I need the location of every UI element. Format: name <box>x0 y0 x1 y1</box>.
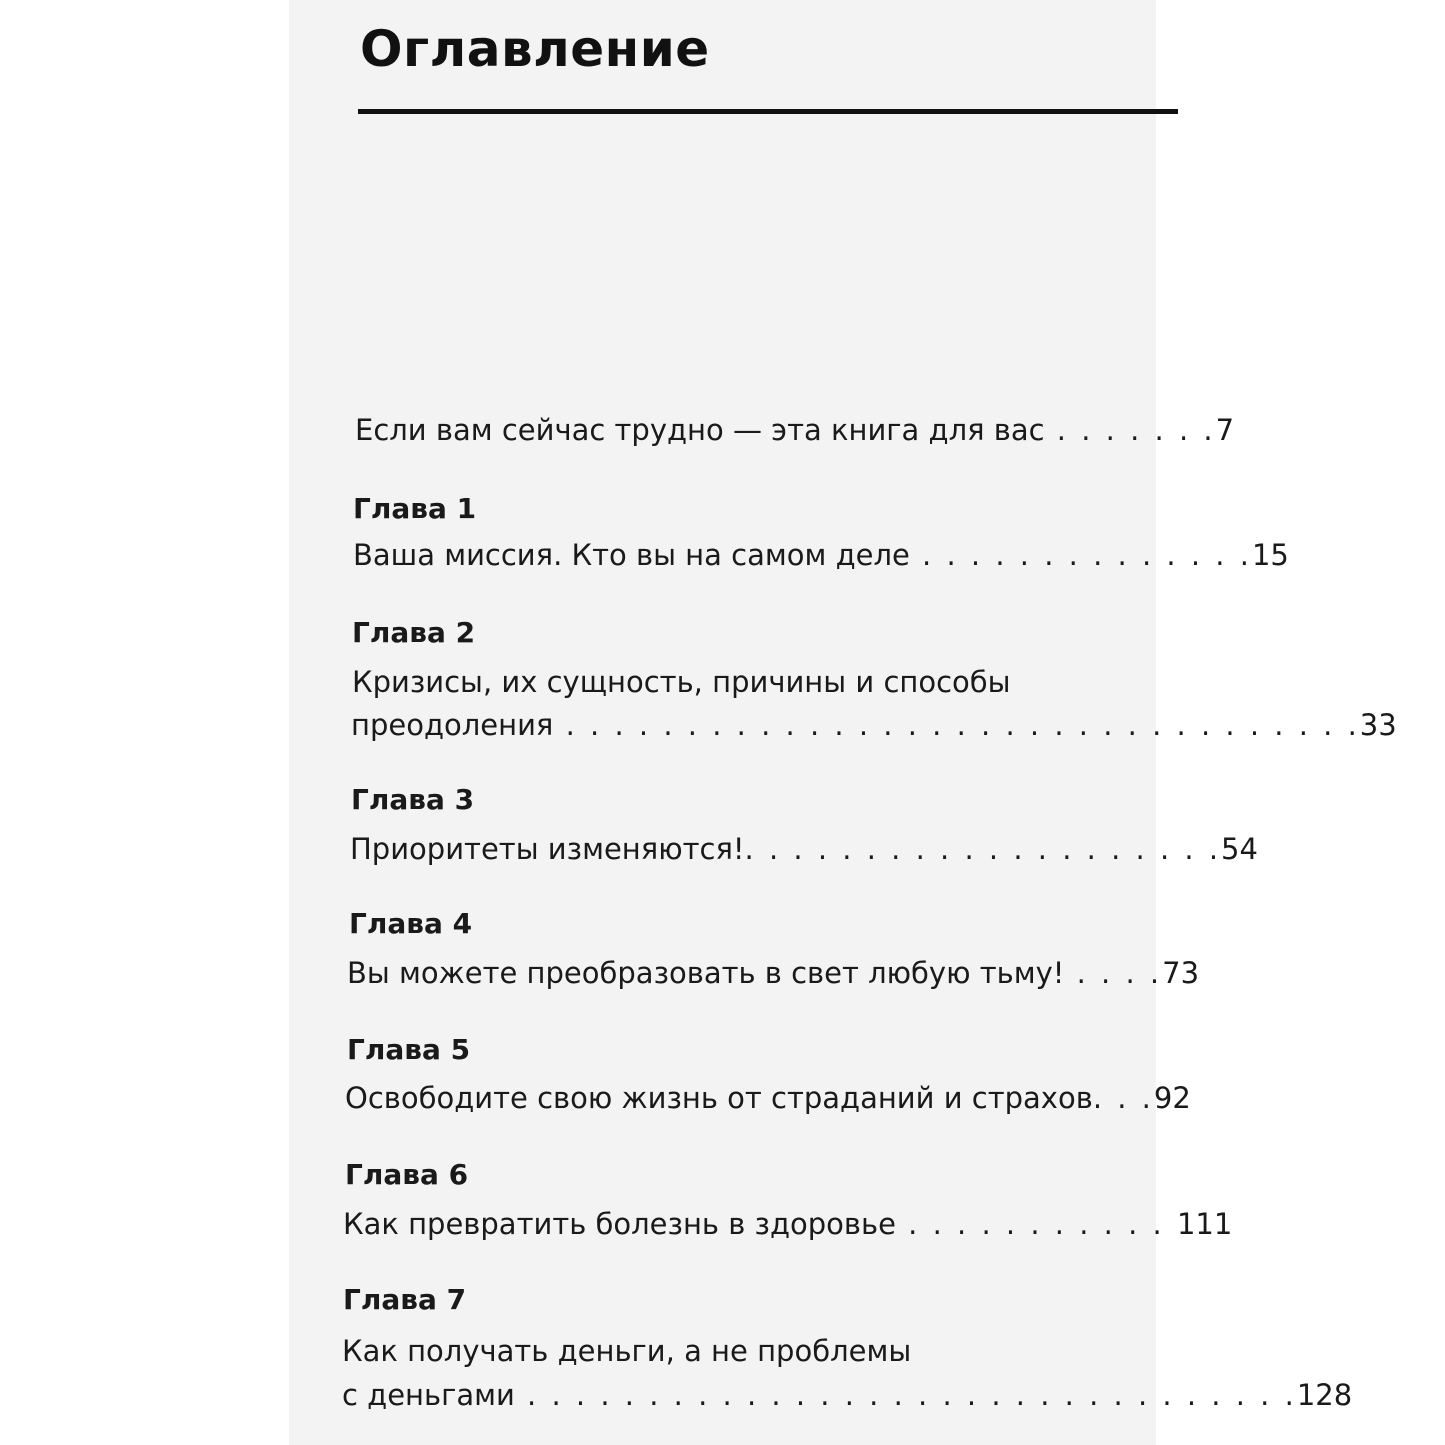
toc-leader-dots: . . . . . . . . . . . . . . . . . . . . . . . . . . . . . . . . . <box>553 708 1360 742</box>
toc-leader-dots: . . . <box>1092 1081 1154 1115</box>
toc-leader-dots: . . . . . . . . . . . <box>895 1207 1177 1241</box>
chapter-label: Глава 1 <box>353 492 477 525</box>
toc-entry-title: Если вам сейчас трудно — эта книга для вас <box>355 413 1045 447</box>
toc-entry-chapter-3-line-1 <box>350 831 1258 867</box>
toc-leader-dots: . . . . . . . . . . . . . . . . . . . . <box>744 832 1222 866</box>
toc-entry-chapter-1-line-1 <box>353 537 1289 573</box>
toc-entry-title: Освободите свою жизнь от страданий и страхов <box>345 1081 1093 1115</box>
toc-entry-title-continued: преодоления <box>351 708 554 742</box>
toc-entry-chapter-2-line-1 <box>352 664 1252 700</box>
toc-entry-chapter-2-line-2 <box>351 707 1397 743</box>
toc-entry-chapter-5-line-1 <box>345 1080 1245 1116</box>
toc-entry-title: Приоритеты изменяются! <box>350 832 745 866</box>
toc-leader-dots: . . . . . . . . . . . . . . . . . . . . . . . . . . . . . . . . <box>514 1378 1297 1412</box>
chapter-label: Глава 4 <box>349 907 473 940</box>
toc-page-number: 33 <box>1359 708 1397 742</box>
toc-leader-dots: . . . . <box>1064 956 1163 990</box>
toc-entry-title-continued: с деньгами <box>342 1378 515 1412</box>
toc-entry-title: Как получать деньги, а не проблемы <box>342 1334 912 1368</box>
chapter-label: Глава 3 <box>351 783 475 816</box>
toc-entry-title: Вы можете преобразовать в свет любую тьму! <box>347 956 1065 990</box>
toc-entry-chapter-4-line-1 <box>347 955 1247 991</box>
chapter-label: Глава 5 <box>347 1033 471 1066</box>
toc-entry-title: Ваша миссия. Кто вы на самом деле <box>353 538 910 572</box>
book-page <box>289 0 1397 1445</box>
toc-leader-dots: . . . . . . . <box>1044 413 1216 447</box>
page-title: Оглавление <box>360 20 710 78</box>
toc-entry-intro-line-1 <box>355 412 1255 448</box>
chapter-label: Глава 2 <box>352 616 476 649</box>
toc-entry-title: Как превратить болезнь в здоровье <box>343 1207 896 1241</box>
chapter-label: Глава 6 <box>345 1158 469 1191</box>
title-underline <box>358 109 1178 114</box>
toc-leader-dots: . . . . . . . . . . . . . . <box>909 538 1252 572</box>
toc-entry-chapter-6-line-1 <box>343 1206 1243 1242</box>
toc-entry-chapter-7-line-1 <box>342 1333 1242 1369</box>
toc-page-number: 54 <box>1221 832 1258 866</box>
toc-page-number: 7 <box>1215 413 1235 447</box>
toc-page-number: 128 <box>1296 1378 1353 1412</box>
chapter-label: Глава 7 <box>343 1283 467 1316</box>
toc-page-number: 111 <box>1176 1207 1233 1241</box>
toc-page-number: 73 <box>1162 956 1200 990</box>
toc-page-number: 15 <box>1251 538 1289 572</box>
toc-entry-chapter-7-line-2 <box>342 1377 1353 1413</box>
toc-entry-title: Кризисы, их сущность, причины и способы <box>352 665 1011 699</box>
toc-page-number: 92 <box>1153 1081 1191 1115</box>
